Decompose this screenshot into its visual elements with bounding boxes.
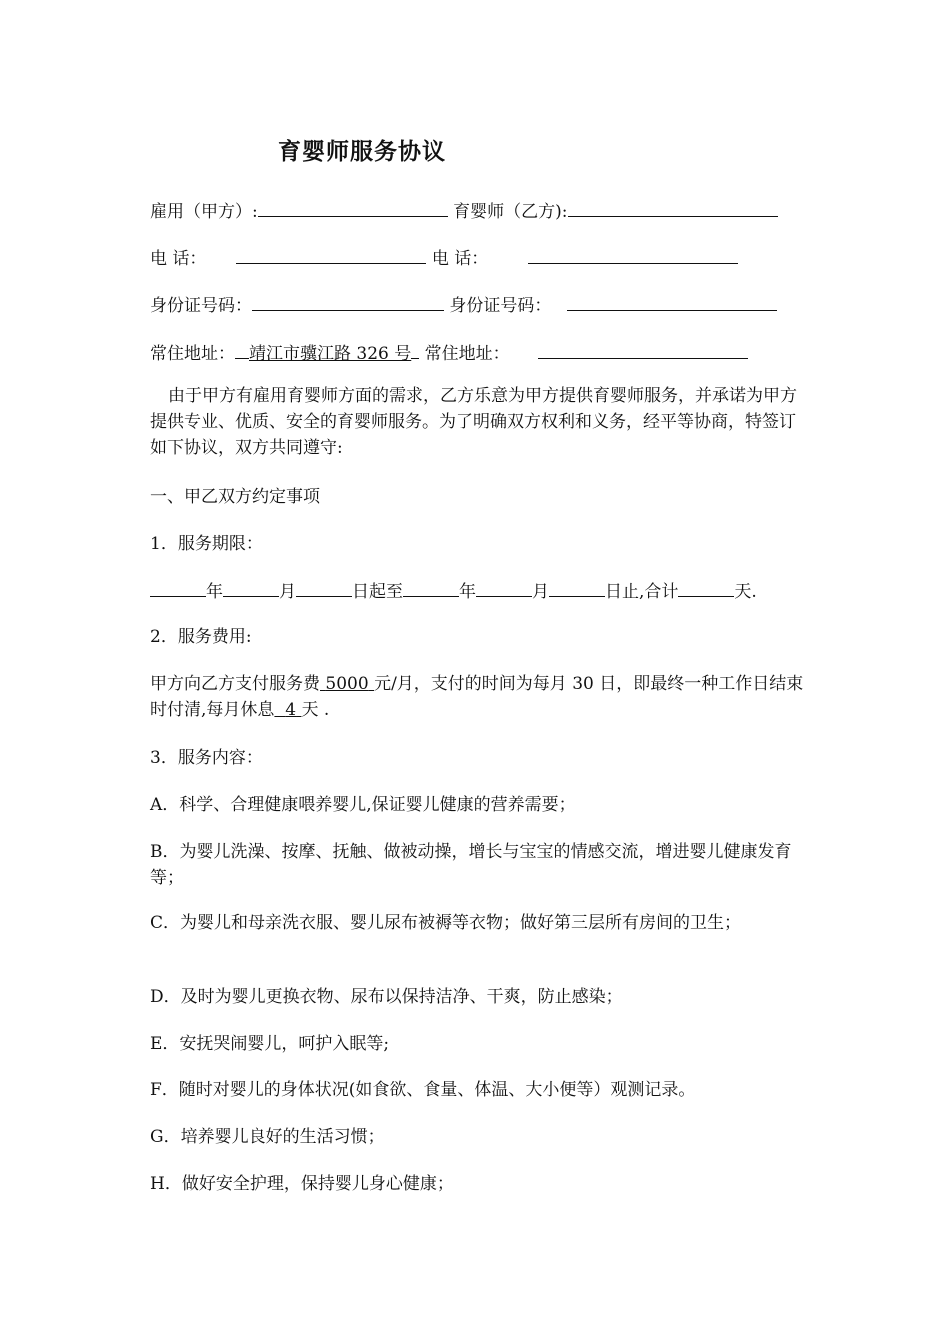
total-days-blank [678, 578, 734, 597]
id-a-blank [252, 292, 444, 311]
start-month-label: 月 [279, 582, 296, 602]
content-item-e: E．安抚哭闹婴儿，呵护入眠等; [150, 1034, 390, 1054]
section1-heading: 一、甲乙双方约定事项 [150, 487, 320, 507]
phone-a-blank [236, 245, 426, 264]
start-year-label: 年 [206, 582, 223, 602]
id-b-blank [567, 292, 777, 311]
nanny-name-blank [568, 198, 778, 217]
id-b-label: 身份证号码： [449, 296, 552, 316]
phone-b-label: 电 话： [431, 249, 489, 269]
start-year-blank [150, 578, 206, 597]
id-a-label: 身份证号码： [150, 296, 252, 316]
id-row [150, 292, 777, 319]
content-item-g: G．培养婴儿良好的生活习惯； [150, 1127, 385, 1147]
addr-a-label: 常住地址： [150, 344, 235, 364]
phone-b-blank [528, 245, 738, 264]
fee-paragraph [150, 671, 805, 723]
nanny-label: 育婴师（乙方): [453, 202, 568, 222]
total-days-label: 天. [734, 582, 757, 602]
intro-paragraph [150, 383, 805, 461]
start-day-blank [296, 578, 352, 597]
address-row [150, 340, 748, 367]
content-heading: 3．服务内容： [150, 748, 263, 768]
start-day-label: 日起至 [352, 582, 403, 602]
end-year-label: 年 [459, 582, 476, 602]
end-year-blank [403, 578, 459, 597]
addr-b-blank [538, 340, 748, 359]
employer-name-blank [258, 198, 448, 217]
end-day-label: 日止,合计 [605, 582, 679, 602]
content-item-f: F．随时对婴儿的身体状况(如食欲、食量、体温、大小便等）观测记录。 [150, 1080, 696, 1100]
end-month-label: 月 [532, 582, 549, 602]
document-title: 育婴师服务协议 [278, 139, 446, 165]
phone-a-label: 电 话： [150, 249, 207, 269]
end-day-blank [549, 578, 605, 597]
phone-row [150, 245, 738, 272]
fee-heading: 2．服务费用: [150, 627, 252, 647]
start-month-blank [223, 578, 279, 597]
fee-text-2: 元/月，支付的时间为每月 30 日，即最终一种工作日结束时付清,每月休息 [150, 674, 804, 720]
rest-days: 4 [285, 700, 297, 720]
content-item-h: H．做好安全护理，保持婴儿身心健康； [150, 1174, 454, 1194]
content-item-c: C．为婴儿和母亲洗衣服、婴儿尿布被褥等衣物；做好第三层所有房间的卫生； [150, 913, 742, 933]
end-month-blank [476, 578, 532, 597]
term-dates-row [150, 578, 757, 605]
party-employer-row [150, 198, 778, 225]
intro-text: 由于甲方有雇用育婴师方面的需求，乙方乐意为甲方提供育婴师服务，并承诺为甲方提供专业、优质、安全的育婴师服务。为了明确双方权利和义务，经平等协商，特签订如下协议，双方共同遵守: [150, 386, 797, 458]
addr-b-label: 常住地址： [424, 344, 510, 364]
fee-amount: 5000 [325, 674, 369, 694]
addr-a-value: 靖江市骥江路 326 号 [249, 344, 412, 364]
term-heading: 1．服务期限： [150, 534, 263, 554]
fee-text-3: 天 . [301, 700, 330, 720]
content-item-b: B．为婴儿洗澡、按摩、抚触、做被动操，增长与宝宝的情感交流，增进婴儿健康发育等； [150, 842, 792, 888]
content-item-d: D．及时为婴儿更换衣物、尿布以保持洁净、干爽，防止感染； [150, 987, 623, 1007]
fee-text-1: 甲方向乙方支付服务费 [150, 674, 320, 694]
employer-label: 雇用（甲方）: [150, 202, 258, 222]
content-item-a: A．科学、合理健康喂养婴儿,保证婴儿健康的营养需要； [150, 795, 576, 815]
